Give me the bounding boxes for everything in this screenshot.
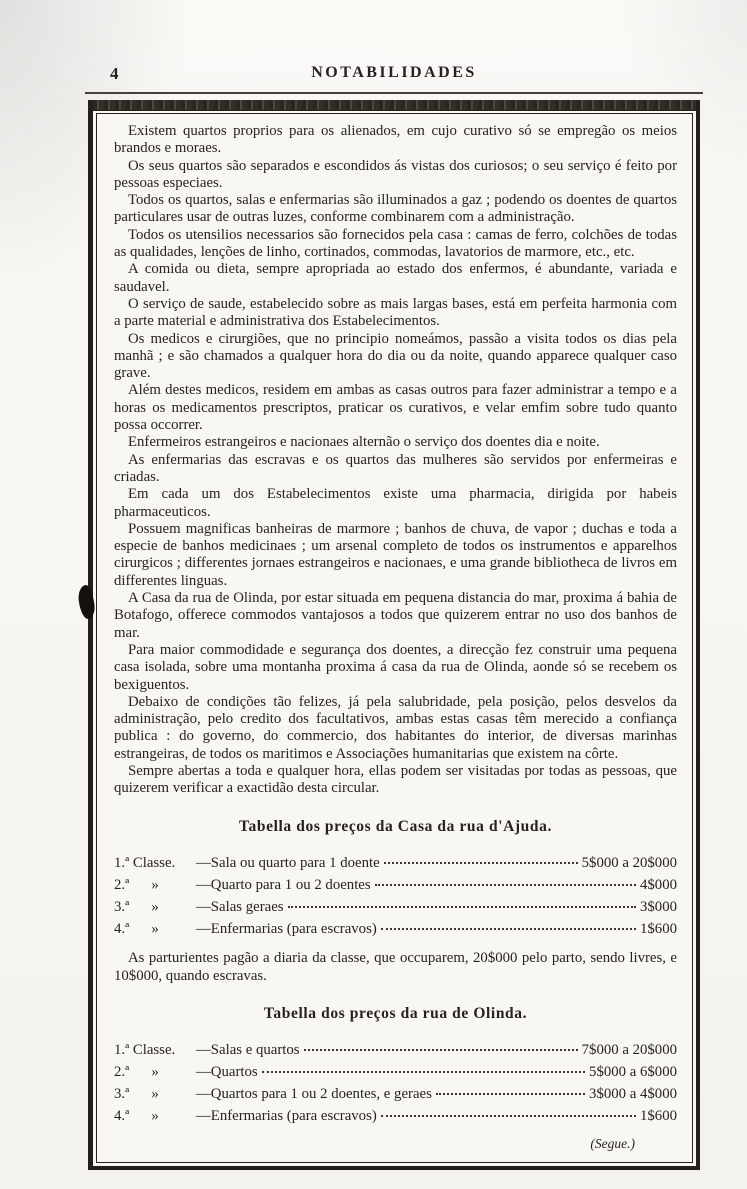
price-row	[114, 1105, 677, 1127]
paragraph: A Casa da rua de Olinda, por estar situada em pequena distancia do mar, proxima á bahia de Botafogo, offerece commodos vantajosos a todos que quizerem entrar no uso dos banhos de mar.	[114, 590, 677, 641]
price-table-title-olinda: Tabella dos preços da rua de Olinda.	[263, 1004, 528, 1022]
row-class-label: 2.ª »	[114, 876, 159, 893]
dot-leader	[304, 1049, 578, 1051]
row-price: 3$000 a 4$000	[589, 1086, 677, 1103]
dot-leader	[262, 1071, 585, 1073]
page-number: 4	[110, 64, 119, 83]
dot-leader	[381, 928, 636, 930]
price-row	[114, 1061, 677, 1083]
header-rule	[85, 92, 703, 94]
paragraph: Debaixo de condições tão felizes, já pela salubridade, pela posição, pelos desvelos da administração, pelo credito dos facultativos, ambas estas casas têm merecido a confiança publica : do governo, do commercio, dos habitantes do interior, de diversas marinhas estrangeiras, de todos os maritimos e Associações humanitarias que existem na côrte.	[114, 693, 677, 762]
paragraph: Todos os quartos, salas e enfermarias são illuminados a gaz ; podendo os doentes de quartos particulares usar de outras luzes, conforme combinarem com a administração.	[114, 192, 677, 226]
paragraph: Enfermeiros estrangeiros e nacionaes alternão o serviço dos doentes dia e noite.	[128, 434, 600, 451]
row-class-label: 1.ª Classe.	[114, 854, 176, 871]
dot-leader	[375, 884, 636, 886]
paragraph: Para maior commodidade e segurança dos doentes, a direcção fez construir uma pequena casa isolada, sobre uma montanha proxima á casa da rua de Olinda, aonde só se recebem os bexiguentos.	[114, 641, 677, 693]
row-item-label: —Quartos	[196, 1064, 258, 1081]
row-price: 1$600	[640, 1108, 677, 1125]
row-class-label: 4.ª »	[114, 1108, 159, 1125]
row-item-label: —Salas e quartos	[196, 1041, 300, 1058]
dot-leader	[381, 1115, 636, 1117]
parturientes-note: As parturientes pagão a diaria da classe, que occuparem, 20$000 pelo parto, sendo livres, e 10$000, quando escravas.	[114, 950, 677, 984]
dot-leader	[384, 862, 578, 864]
paragraph: Existem quartos proprios para os alienados, em cujo curativo só se empregão os meios brandos e moraes.	[114, 123, 677, 157]
price-table-ajuda	[114, 852, 677, 941]
paragraph: As enfermarias das escravas e os quartos das mulheres são servidos por enfermeiras e criadas.	[114, 451, 677, 485]
row-price: 4$000	[640, 876, 677, 893]
row-price: 3$000	[640, 898, 677, 915]
row-item-label: —Quartos para 1 ou 2 doentes, e geraes	[196, 1086, 432, 1103]
row-item-label: —Sala ou quarto para 1 doente	[196, 854, 380, 871]
price-row	[114, 852, 677, 874]
frame-ornament-band	[93, 100, 696, 111]
dot-leader	[288, 906, 636, 908]
paragraph: Todos os utensilios necessarios são fornecidos pela casa : camas de ferro, colchões de todas as qualidades, lenções de linho, cortinados, commodas, lavatorios de marmore, etc., etc.	[114, 226, 677, 261]
price-table-olinda	[114, 1039, 677, 1128]
price-row	[114, 874, 677, 896]
page-header	[88, 64, 700, 86]
price-row	[114, 1039, 677, 1061]
price-table-title-ajuda: Tabella dos preços da Casa da rua d'Ajuda.	[239, 817, 552, 835]
row-class-label: 3.ª »	[114, 1086, 159, 1103]
price-row	[114, 1083, 677, 1105]
continuation-marker: (Segue.)	[590, 1135, 635, 1151]
price-row	[114, 918, 677, 940]
row-item-label: —Quarto para 1 ou 2 doentes	[196, 876, 371, 893]
paragraph: Além destes medicos, residem em ambas as casas outros para fazer administrar a tempo e a horas os medicamentos prescriptos, praticar os curativos, e velar emfim sobre tudo quanto possa occorrer.	[114, 382, 677, 434]
row-item-label: —Enfermarias (para escravos)	[196, 1108, 377, 1125]
paragraph: Os seus quartos são separados e escondidos ás vistas dos curiosos; o seu serviço é feito por pessoas especiaes.	[114, 157, 677, 191]
row-price: 1$600	[640, 921, 677, 938]
row-item-label: —Enfermarias (para escravos)	[196, 921, 377, 938]
row-item-label: —Salas geraes	[196, 898, 284, 915]
paragraph: Os medicos e cirurgiões, que no principio nomeámos, passão a visita todos os dias pela manhã ; e são chamados a qualquer hora do dia ou da noite, quando apparece qualquer caso grave.	[114, 330, 677, 382]
content-frame	[88, 100, 700, 1170]
row-price: 5$000 a 6$000	[589, 1064, 677, 1081]
dot-leader	[436, 1093, 585, 1095]
paragraph: Sempre abertas a toda e qualquer hora, ellas podem ser visitadas por todas as pessoas, que quizerem verificar a exactidão desta circular.	[114, 762, 677, 797]
row-class-label: 3.ª »	[114, 898, 159, 915]
row-class-label: 4.ª »	[114, 921, 159, 938]
row-price: 5$000 a 20$000	[581, 854, 677, 871]
paragraph: Possuem magnificas banheiras de marmore ; banhos de chuva, de vapor ; duchas e toda a especie de banhos medicinaes ; um arsenal completo de todos os instrumentos e apparelhos cirurgicos ; differentes jornaes estrangeiros e nacionaes, e uma grande bibliotheca de livros em differentes linguas.	[114, 520, 677, 589]
row-class-label: 2.ª »	[114, 1064, 159, 1081]
paragraph: O serviço de saude, estabelecido sobre as mais largas bases, está em perfeita harmonia com a parte material e administrativa dos Estabelecimentos.	[114, 295, 677, 330]
row-class-label: 1.ª Classe.	[114, 1041, 176, 1058]
page-title: NOTABILIDADES	[311, 64, 477, 81]
paragraph: Em cada um dos Estabelecimentos existe uma pharmacia, dirigida por habeis pharmaceuticos.	[114, 486, 677, 520]
row-price: 7$000 a 20$000	[581, 1041, 677, 1058]
paragraph: A comida ou dieta, sempre apropriada ao estado dos enfermos, é abundante, variada e saudavel.	[114, 261, 677, 295]
frame-inner	[96, 113, 693, 1163]
price-row	[114, 896, 677, 918]
